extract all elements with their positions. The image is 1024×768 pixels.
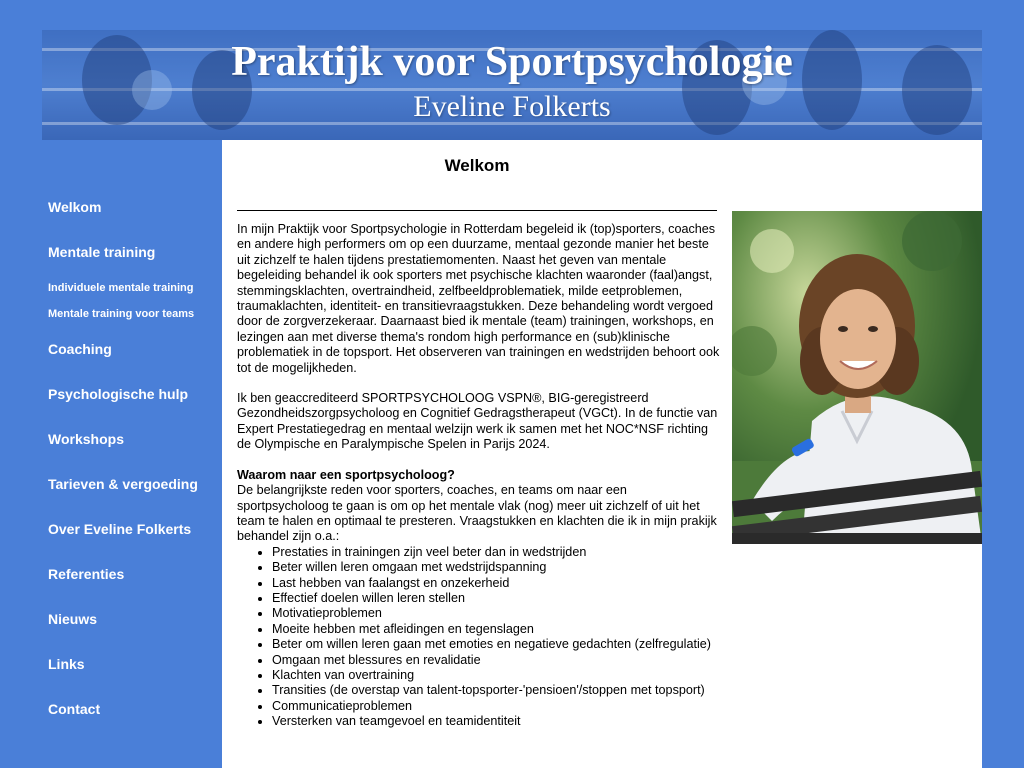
sidebar-item-referenties[interactable]: Referenties: [48, 566, 125, 582]
site-title: Praktijk voor Sportpsychologie: [231, 39, 793, 85]
section-paragraph: De belangrijkste reden voor sporters, coaches, en teams om naar een sportpsycholoog te gaan is om op het mentale vlak (nog) meer uit zichzelf of uit het team te halen en optimaal te presteren. Vraagstukken en klachten die ik in mijn prakijk behandel zijn o.a.:: [237, 483, 717, 544]
sidebar-nav: [42, 140, 222, 768]
intro-paragraph: In mijn Praktijk voor Sportpsychologie in Rotterdam begeleid ik (top)sporters, coaches en andere high performers om op een duurzame, mentaal gezonde manier het beste uit zichzelf te halen tijdens prestatiemomenten. Naast het geven van mentale begeleiding behandel ik ook sporters met psychische klachten waaronder (faal)angst, stemmingsklachten, overtraindheid, zelfbeeldproblematiek, milde eetproblemen, traumaklachten, identiteit- en transitievraagstukken. Deze behandeling wordt vergoed door de zorgverzekeraar. Daarnaast bied ik mentale (team) trainingen, workshops, en lezingen aan met diverse thema's rondom high performance en (sub)klinische problematiek in de topsport. Het observeren van trainingen en wedstrijden behoort ook tot de mogelijkheden.: [237, 222, 720, 375]
list-item: • Omgaan met blessures en revalidatie: [272, 653, 721, 668]
header-banner: [42, 30, 982, 140]
page-wrapper: [42, 30, 982, 768]
complaints-list: [237, 545, 721, 730]
list-item: • Transities (de overstap van talent-topsporter-'pensioen'/stoppen met topsport): [272, 683, 721, 698]
section-heading: Waarom naar een sportpsycholoog?: [237, 467, 455, 482]
site-subtitle: Eveline Folkerts: [413, 90, 611, 123]
article-body: [237, 222, 721, 730]
sidebar-item-mentale-training-voor-teams[interactable]: Mentale training voor teams: [48, 308, 195, 320]
portrait-photo: [732, 211, 982, 544]
sidebar-item-over-eveline-folkerts[interactable]: Over Eveline Folkerts: [48, 521, 192, 537]
main-content: [222, 140, 982, 768]
sidebar-item-tarieven-vergoeding[interactable]: Tarieven & vergoeding: [48, 476, 198, 492]
list-item: • Versterken van teamgevoel en teamidentiteit: [272, 714, 721, 729]
list-item: • Moeite hebben met afleidingen en tegenslagen: [272, 622, 721, 637]
divider: [237, 210, 717, 211]
sidebar-item-contact[interactable]: Contact: [48, 701, 101, 717]
sidebar-item-welkom[interactable]: Welkom: [48, 199, 102, 215]
sidebar-item-mentale-training[interactable]: Mentale training: [48, 244, 156, 260]
sidebar-item-workshops[interactable]: Workshops: [48, 431, 124, 447]
list-item: • Communicatieproblemen: [272, 699, 721, 714]
list-item: • Last hebben van faalangst en onzekerheid: [272, 576, 721, 591]
credentials-paragraph: Ik ben geaccrediteerd SPORTPSYCHOLOOG VSPN®, BIG-geregistreerd Gezondheidszorgpsycholoog en Cognitief Gedragstherapeut (VGCt). In de functie van Expert Prestatiegedrag en mentaal welzijn werk ik samen met het NOC*NSF richting de Olympische en Paralympische Spelen in Parijs 2024.: [237, 391, 718, 452]
sidebar-item-nieuws[interactable]: Nieuws: [48, 611, 98, 627]
list-item: • Effectief doelen willen leren stellen: [272, 591, 721, 606]
list-item: • Prestaties in trainingen zijn veel beter dan in wedstrijden: [272, 545, 721, 560]
sidebar-item-links[interactable]: Links: [48, 656, 85, 672]
list-item: • Klachten van overtraining: [272, 668, 721, 683]
portrait-illustration: [732, 211, 982, 544]
page-title: Welkom: [444, 156, 510, 175]
sidebar-item-psychologische-hulp[interactable]: Psychologische hulp: [48, 386, 189, 402]
sidebar-item-individuele-mentale-training[interactable]: Individuele mentale training: [48, 282, 194, 294]
list-item: • Beter willen leren omgaan met wedstrijdspanning: [272, 560, 721, 575]
sidebar-item-coaching[interactable]: Coaching: [48, 341, 112, 357]
list-item: • Beter om willen leren gaan met emoties en negatieve gedachten (zelfregulatie): [272, 637, 721, 652]
list-item: • Motivatieproblemen: [272, 606, 721, 621]
